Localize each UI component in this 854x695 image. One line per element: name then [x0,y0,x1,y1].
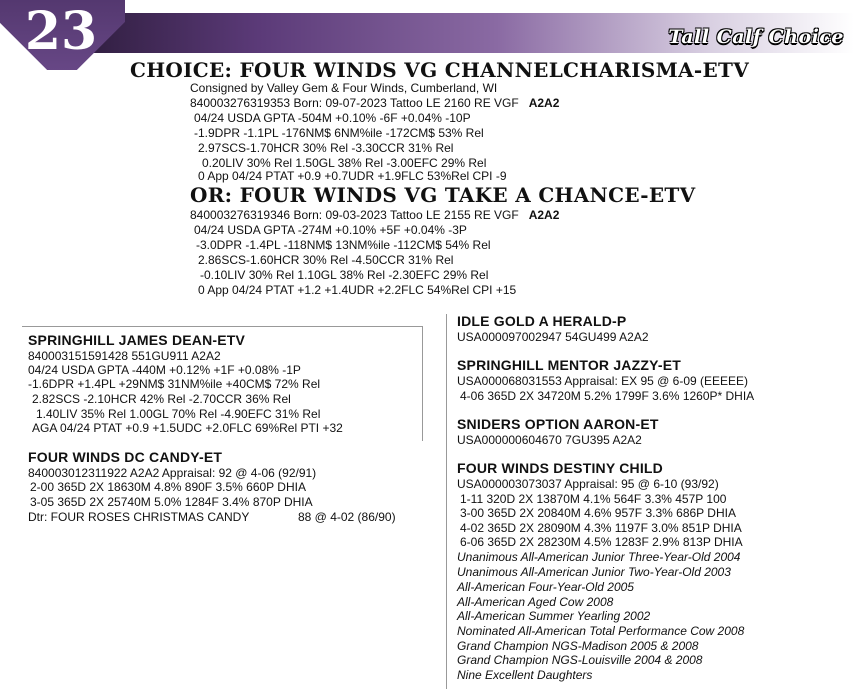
dam-of-sire-title: SPRINGHILL MENTOR JAZZY-ET [457,357,682,373]
dam-of-sire-line: 4-06 365D 2X 34720M 5.2% 1799F 3.6% 1260P* DHIA [460,389,755,403]
award-item: Grand Champion NGS-Madison 2005 & 2008 [457,639,699,653]
sire-of-sire-line: USA000097002947 54GU499 A2A2 [457,330,649,344]
dam-of-dam-title: FOUR WINDS DESTINY CHILD [457,460,663,476]
choice-id-line: 840003276319353 Born: 09-07-2023 Tattoo LE 2160 RE VGF A2A2 [190,96,560,110]
sire-of-dam-line: USA000000604670 7GU395 A2A2 [457,433,642,447]
choice-title: CHOICE: FOUR WINDS VG CHANNELCHARISMA-ETV [130,58,750,82]
dam-line: 840003012311922 A2A2 Appraisal: 92 @ 4-06 (92/91) [28,466,317,480]
sire-line: 04/24 USDA GPTA -440M +0.12% +1F +0.08% -1P [28,363,301,377]
award-item: All-American Summer Yearling 2002 [457,609,651,623]
lot-number: 23 [24,1,98,62]
or-title: OR: FOUR WINDS VG TAKE A CHANCE-ETV [190,183,696,207]
sire-divider [22,326,422,327]
dam-of-dam-line: 3-00 365D 2X 20840M 4.6% 957F 3.3% 686P DHIA [460,506,736,520]
or-beta-casein: A2A2 [528,208,560,222]
or-ptat-line: 0 App 04/24 PTAT +1.2 +1.4UDR +2.2FLC 54%Rel CPI +15 [198,283,517,297]
sire-line: 2.82SCS -2.10HCR 42% Rel -2.70CCR 36% Rel [32,392,291,406]
or-gpta-line: 04/24 USDA GPTA -274M +0.10% +5F +0.04% -3P [194,223,467,237]
award-item: All-American Aged Cow 2008 [457,595,614,609]
or-id-line: 840003276319346 Born: 09-03-2023 Tattoo LE 2155 RE VGF A2A2 [190,208,560,222]
sire-line: -1.6DPR +1.4PL +29NM$ 31NM%ile +40CM$ 72% Rel [28,377,321,391]
choice-dpr-line: -1.9DPR -1.1PL -176NM$ 6NM%ile -172CM$ 53% Rel [194,126,484,140]
award-item: Grand Champion NGS-Louisville 2004 & 2008 [457,653,703,667]
consignor-line: Consigned by Valley Gem & Four Winds, Cumberland, WI [190,81,498,95]
award-item: Nominated All-American Total Performance Cow 2008 [457,624,745,638]
or-dpr-line: -3.0DPR -1.4PL -118NM$ 13NM%ile -112CM$ 54% Rel [196,238,491,252]
sire-line: AGA 04/24 PTAT +0.9 +1.5UDC +2.0FLC 69%Rel PTI +32 [32,421,343,435]
award-item: Nine Excellent Daughters [457,668,593,682]
dam-daughter-line: Dtr: FOUR ROSES CHRISTMAS CANDY [28,510,250,524]
sire-title: SPRINGHILL JAMES DEAN-ETV [28,332,246,348]
center-divider [446,314,447,689]
dam-of-dam-line: 4-02 365D 2X 28090M 4.3% 1197F 3.0% 851P DHIA [460,521,742,535]
award-item: Unanimous All-American Junior Three-Year-Old 2004 [457,550,741,564]
dam-of-dam-line: 6-06 365D 2X 28230M 4.5% 1283F 2.9% 813P DHIA [460,535,743,549]
dam-of-dam-line: 1-11 320D 2X 13870M 4.1% 564F 3.3% 457P 100 [460,492,727,506]
dam-title: FOUR WINDS DC CANDY-ET [28,449,223,465]
dam-of-dam-line: USA000003073037 Appraisal: 95 @ 6-10 (93/92) [457,477,719,491]
choice-ptat-line: 0 App 04/24 PTAT +0.9 +0.7UDR +1.9FLC 53%Rel CPI -9 [198,169,507,183]
choice-liv-line: 0.20LIV 30% Rel 1.50GL 38% Rel -3.00EFC 29% Rel [202,156,487,170]
sire-bracket [422,326,423,441]
tall-calf-choice-tagline: Tall Calf Choice [668,26,844,48]
sire-line: 840003151591428 551GU911 A2A2 [28,349,221,363]
dam-line: 2-00 365D 2X 18630M 4.8% 890F 3.5% 660P DHIA [30,480,306,494]
sire-line: 1.40LIV 35% Rel 1.00GL 70% Rel -4.90EFC 31% Rel [36,407,321,421]
choice-gpta-line: 04/24 USDA GPTA -504M +0.10% -6F +0.04% -10P [194,111,471,125]
award-item: Unanimous All-American Junior Two-Year-Old 2003 [457,565,731,579]
sire-of-dam-title: SNIDERS OPTION AARON-ET [457,416,659,432]
dam-of-sire-line: USA000068031553 Appraisal: EX 95 @ 6-09 (EEEEE) [457,374,749,388]
choice-scs-line: 2.97SCS-1.70HCR 30% Rel -3.30CCR 31% Rel [198,141,454,155]
or-liv-line: -0.10LIV 30% Rel 1.10GL 38% Rel -2.30EFC 29% Rel [200,268,489,282]
award-item: All-American Four-Year-Old 2005 [457,580,634,594]
dam-daughter-score: 88 @ 4-02 (86/90) [298,510,396,524]
choice-beta-casein: A2A2 [528,96,560,110]
dam-line: 3-05 365D 2X 25740M 5.0% 1284F 3.4% 870P DHIA [30,495,313,509]
sire-of-sire-title: IDLE GOLD A HERALD-P [457,313,627,329]
lot-badge [0,0,125,70]
or-scs-line: 2.86SCS-1.60HCR 30% Rel -4.50CCR 31% Rel [198,253,454,267]
